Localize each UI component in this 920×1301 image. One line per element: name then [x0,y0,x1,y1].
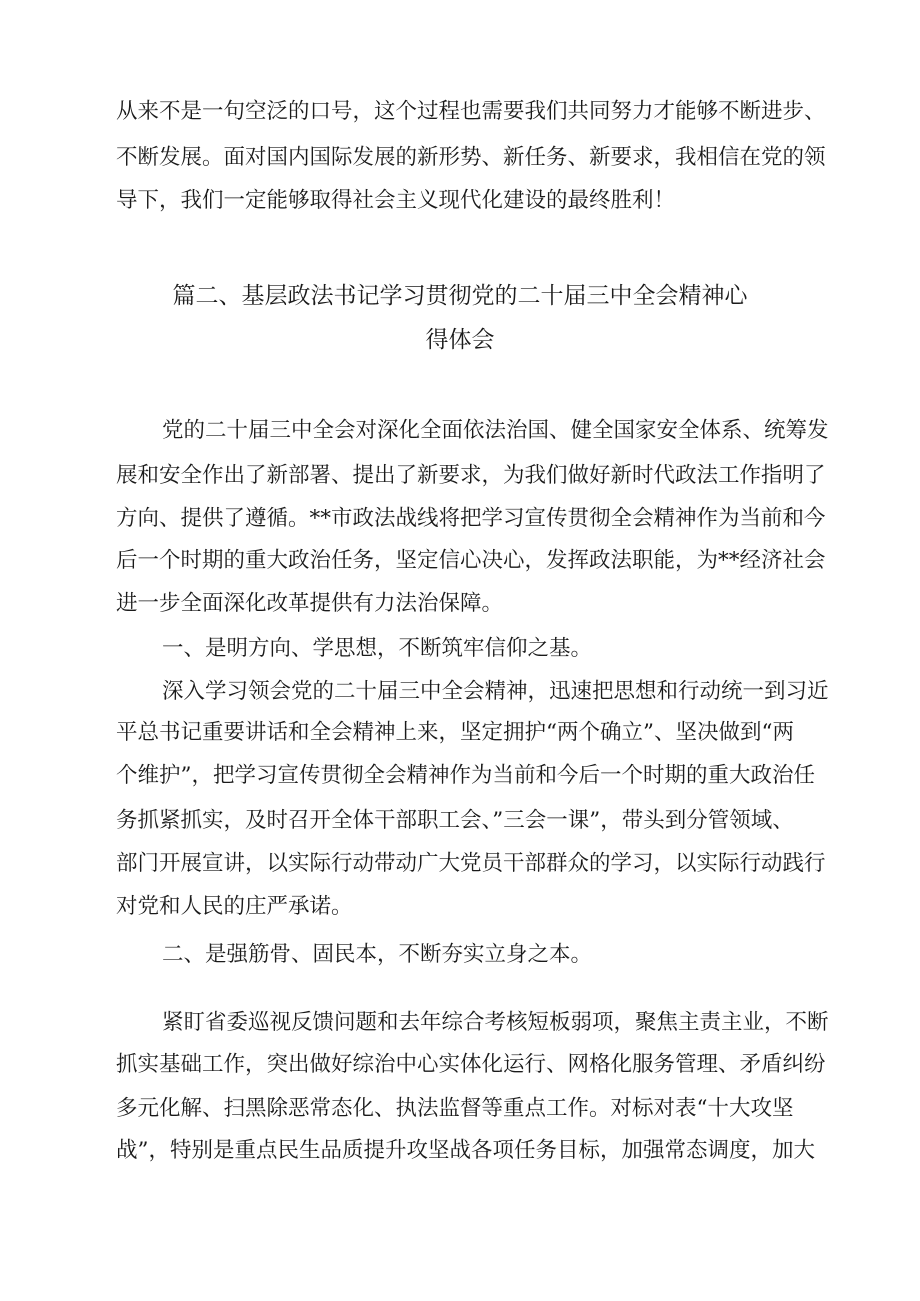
text-line: 个维护”，把学习宣传贯彻全会精神作为当前和今后一个时期的重大政治任 [116,763,815,788]
text-line: 对党和人民的庄严承诺。 [116,894,353,919]
text-line: 平总书记重要讲话和全会精神上来，坚定拥护“两个确立”、坚决做到“两 [116,720,794,745]
text-line: 后一个时期的重大政治任务，坚定信心决心，发挥政法职能，为**经济社会 [116,548,826,573]
text-line: 务抓紧抓实，及时召开全体干部职工会、”三会一课”，带头到分管领域、 [116,808,794,833]
text-line: 进一步全面深化改革提供有力法治保障。 [116,591,504,616]
article-title-line-2: 得体会 [425,327,495,353]
text-line: 抓实基础工作，突出做好综治中心实体化运行、网格化服务管理、矛盾纠纷 [116,1052,826,1077]
text-line: 深入学习领会党的二十届三中全会精神，迅速把思想和行动统一到习近 [162,679,829,704]
text-line: 不断发展。面对国内国际发展的新形势、新任务、新要求，我相信在党的领 [116,145,826,170]
text-line: 导下，我们一定能够取得社会主义现代化建设的最终胜利！ [116,188,676,213]
text-line: 部门开展宣讲，以实际行动带动广大党员干部群众的学习，以实际行动践行 [116,851,826,876]
text-line: 多元化解、扫黑除恶常态化、执法监督等重点工作。对标对表“十大攻坚 [116,1096,794,1121]
article-title-line-1: 篇二、基层政法书记学习贯彻党的二十届三中全会精神心 [172,283,748,309]
text-line: 从来不是一句空泛的口号，这个过程也需要我们共同努力才能够不断进步、 [116,99,826,124]
text-line: 方向、提供了遵循。**市政法战线将把学习宣传贯彻全会精神作为当前和今 [116,506,826,531]
text-line: 党的二十届三中全会对深化全面依法治国、健全国家安全体系、统筹发 [162,418,829,443]
section-heading: 一、是明方向、学思想，不断筑牢信仰之基。 [162,636,593,661]
text-line: 展和安全作出了新部署、提出了新要求，为我们做好新时代政法工作指明了 [116,463,826,488]
text-line: 紧盯省委巡视反馈问题和去年综合考核短板弱项，聚焦主责主业，不断 [162,1010,829,1035]
section-heading: 二、是强筋骨、固民本，不断夯实立身之本。 [162,942,593,967]
text-line: 战”，特别是重点民生品质提升攻坚战各项任务目标，加强常态调度，加大 [116,1138,815,1163]
